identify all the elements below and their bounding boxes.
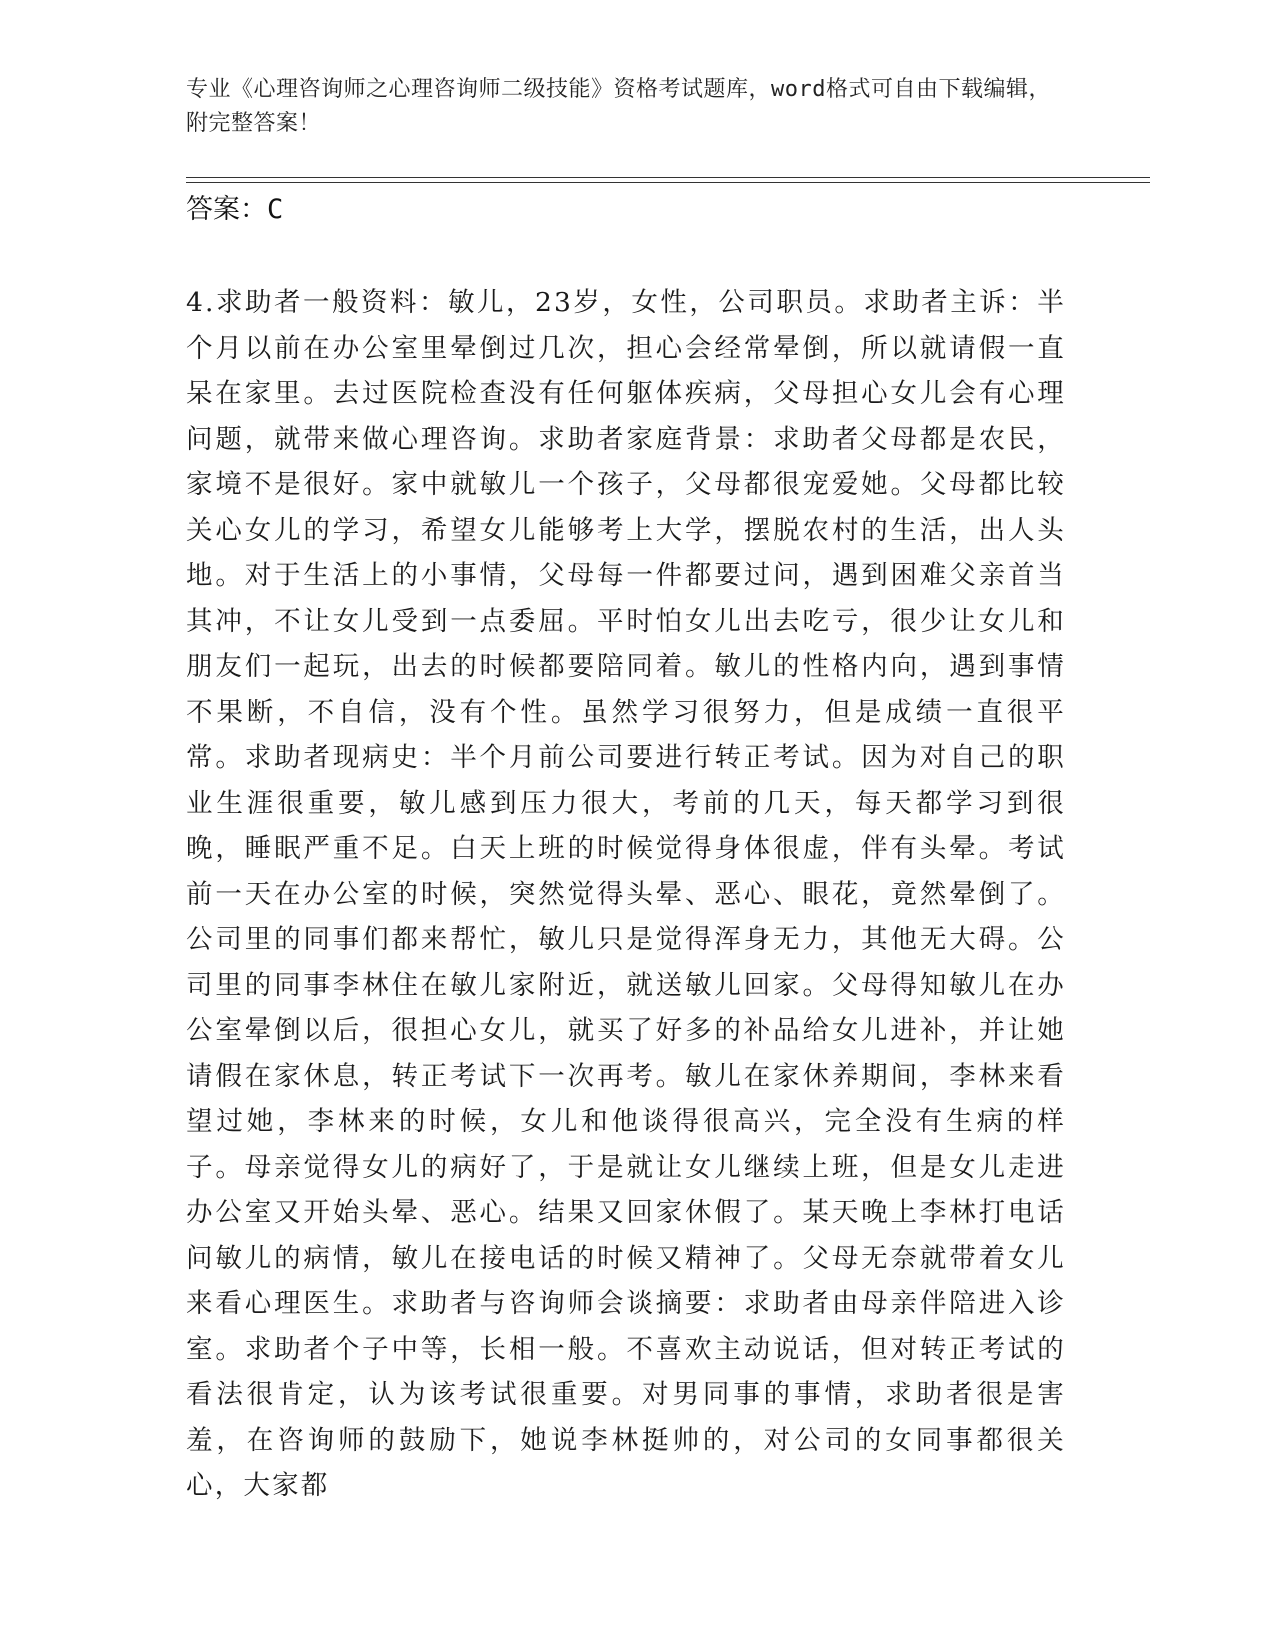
- question-paragraph: 4.求助者一般资料：敏儿，23岁，女性，公司职员。求助者主诉：半个月以前在办公室里晕倒过几次，担心会经常晕倒，所以就请假一直呆在家里。去过医院检查没有任何躯体疾病，父母担心女儿会有心理问题，就带来做心理咨询。求助者家庭背景：求助者父母都是农民，家境不是很好。家中就敏儿一个孩子，父母都很宠爱她。父母都比较关心女儿的学习，希望女儿能够考上大学，摆脱农村的生活，出人头地。对于生活上的小事情，父母每一件都要过问，遇到困难父亲首当其冲，不让女儿受到一点委屈。平时怕女儿出去吃亏，很少让女儿和朋友们一起玩，出去的时候都要陪同着。敏儿的性格内向，遇到事情不果断，不自信，没有个性。虽然学习很努力，但是成绩一直很平常。求助者现病史：半个月前公司要进行转正考试。因为对自己的职业生涯很重要，敏儿感到压力很大，考前的几天，每天都学习到很晚，睡眠严重不足。白天上班的时候觉得身体很虚，伴有头晕。考试前一天在办公室的时候，突然觉得头晕、恶心、眼花，竟然晕倒了。公司里的同事们都来帮忙，敏儿只是觉得浑身无力，其他无大碍。公司里的同事李林住在敏儿家附近，就送敏儿回家。父母得知敏儿在办公室晕倒以后，很担心女儿，就买了好多的补品给女儿进补，并让她请假在家休息，转正考试下一次再考。敏儿在家休养期间，李林来看望过她，李林来的时候，女儿和他谈得很高兴，完全没有生病的样子。母亲觉得女儿的病好了，于是就让女儿继续上班，但是女儿走进办公室又开始头晕、恶心。结果又回家休假了。某天晚上李林打电话问敏儿的病情，敏儿在接电话的时候又精神了。父母无奈就带着女儿来看心理医生。求助者与咨询师会谈摘要：求助者由母亲伴陪进入诊室。求助者个子中等，长相一般。不喜欢主动说话，但对转正考试的看法很肯定，认为该考试很重要。对男同事的事情，求助者很是害羞，在咨询师的鼓励下，她说李林挺帅的，对公司的女同事都很关心，大家都: [186, 287, 1066, 1501]
- header-divider-top: [186, 177, 1150, 178]
- answer-value: C: [267, 194, 284, 225]
- answer-line: [186, 190, 283, 230]
- header-text: 专业《心理咨询师之心理咨询师二级技能》资格考试题库，word格式可自由下载编辑，附完整答案！: [186, 77, 1051, 136]
- answer-label: 答案：: [186, 194, 267, 225]
- document-header: [186, 73, 1066, 141]
- header-divider-bottom: [186, 182, 1150, 183]
